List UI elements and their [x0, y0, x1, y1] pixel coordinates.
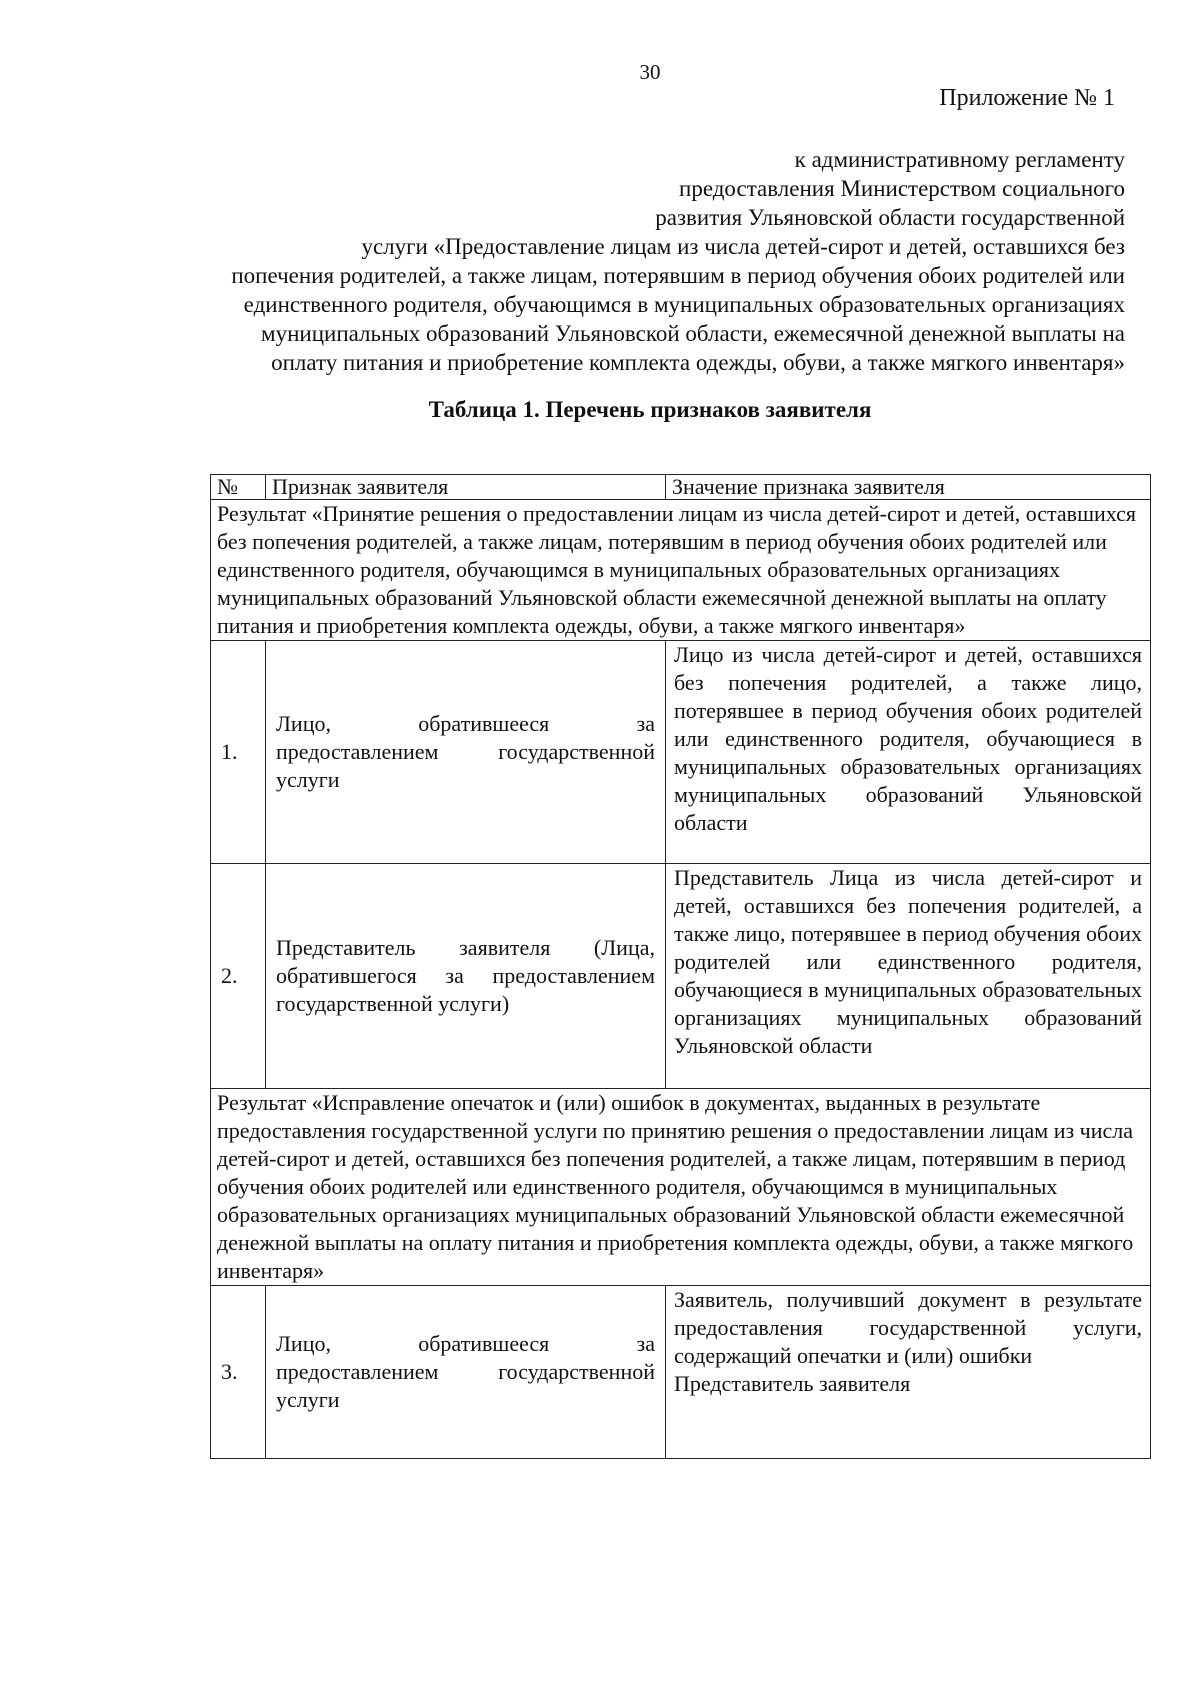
- applicant-sign: Представитель заявителя (Лица, обратившегося за предоставлением государственной услуги): [266, 864, 666, 1089]
- regulation-line: попечения родителей, а также лицам, потерявшим в период обучения обоих родителей или: [231, 263, 1125, 288]
- applicant-sign: Лицо, обратившееся за предоставлением государственной услуги: [266, 1286, 666, 1459]
- table-row: [211, 1286, 1151, 1459]
- regulation-line: развития Ульяновской области государственной: [655, 205, 1125, 230]
- applicant-sign: Лицо, обратившееся за предоставлением государственной услуги: [266, 641, 666, 864]
- sign-value-line: Заявитель, получивший документ в результате предоставления государственной услуги, содержащий опечатки и (или) ошибки: [674, 1287, 1142, 1368]
- regulation-line: услуги «Предоставление лицам из числа детей-сирот и детей, оставшихся без: [361, 234, 1125, 259]
- row-number: 3.: [211, 1286, 266, 1459]
- sign-value: [666, 1286, 1151, 1459]
- regulation-line: оплату питания и приобретение комплекта одежды, обуви, а также мягкого инвентаря»: [271, 350, 1125, 375]
- appendix-title: Приложение № 1: [939, 85, 1115, 111]
- sign-value: Лицо из числа детей-сирот и детей, оставшихся без попечения родителей, а также лицо, потерявшее в период обучения обоих родителей или единственного родителя, обучающиеся в муниципальных образовательных организациях муниципальных образований Ульяновской области: [666, 641, 1151, 864]
- column-header-number: №: [211, 475, 266, 500]
- sign-value: Представитель Лица из числа детей-сирот и детей, оставшихся без попечения родителей, а также лицо, потерявшее в период обучения обоих родителей или единственного родителя, обучающиеся в муниципальных образовательных организациях муниципальных образований Ульяновской области: [666, 864, 1151, 1089]
- table-row: [211, 641, 1151, 864]
- table-section-row: [211, 500, 1151, 641]
- regulation-reference: [185, 145, 1125, 377]
- column-header-value: Значение признака заявителя: [666, 475, 1151, 500]
- regulation-line: единственного родителя, обучающимся в муниципальных образовательных организациях: [243, 292, 1125, 317]
- result-heading: Результат «Принятие решения о предоставлении лицам из числа детей-сирот и детей, оставшихся без попечения родителей, а также лицам, потерявшим в период обучения обоих родителей или единственного родителя, обучающимся в муниципальных образовательных организациях муниципальных образований Ульяновской области ежемесячной денежной выплаты на оплату питания и приобретения комплекта одежды, обуви, а также мягкого инвентаря»: [211, 500, 1151, 641]
- table-section-row: [211, 1089, 1151, 1286]
- regulation-line: предоставления Министерством социального: [679, 176, 1125, 201]
- table-header-row: [211, 475, 1151, 500]
- result-heading: Результат «Исправление опечаток и (или) ошибок в документах, выданных в результате предоставления государственной услуги по принятию решения о предоставлении лицам из числа детей-сирот и детей, оставшихся без попечения родителей, а также лицам, потерявшим в период обучения обоих родителей или единственного родителя, обучающимся в муниципальных образовательных организациях муниципальных образований Ульяновской области ежемесячной денежной выплаты на оплату питания и приобретения комплекта одежды, обуви, а также мягкого инвентаря»: [211, 1089, 1151, 1286]
- regulation-line: муниципальных образований Ульяновской области, ежемесячной денежной выплаты на: [261, 321, 1125, 346]
- applicant-signs-table: [210, 474, 1151, 1459]
- table-title: Таблица 1. Перечень признаков заявителя: [428, 397, 872, 422]
- row-number: 1.: [211, 641, 266, 864]
- sign-value-line: Представитель заявителя: [674, 1371, 911, 1396]
- page-number: 30: [639, 60, 661, 84]
- regulation-line: к административному регламенту: [794, 147, 1125, 172]
- table-row: [211, 864, 1151, 1089]
- row-number: 2.: [211, 864, 266, 1089]
- column-header-sign: Признак заявителя: [266, 475, 666, 500]
